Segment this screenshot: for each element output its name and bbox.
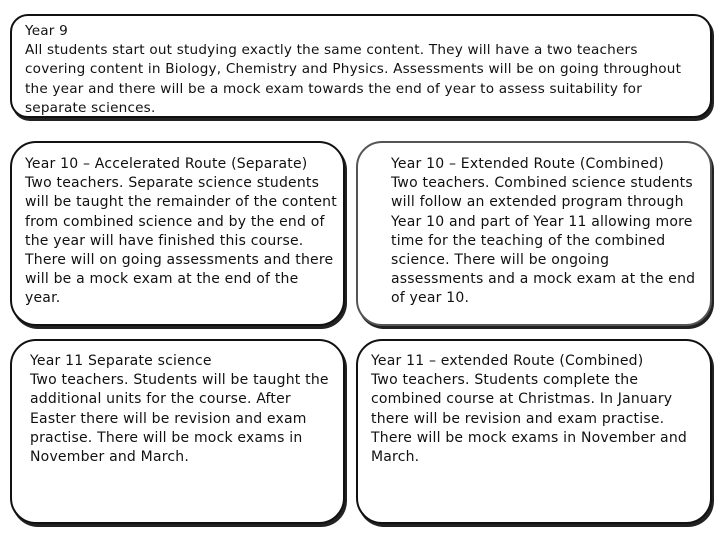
year10-separate-box [10, 141, 345, 326]
year11-separate-box [10, 339, 345, 524]
year10-combined-title: Year 10 – Extended Route (Combined) [391, 156, 664, 172]
year10-combined-description: Two teachers. Combined science students will follow an extended program through Year 10 and part of Year 11 allowing more time for the teaching of the combined science. There will be ongoing assessments and a mock exam at the end of year 10. [391, 175, 696, 307]
year11-separate-description: Two teachers. Students will be taught the additional units for the course. After Easter there will be revision and exam practise. There will be mock exams in November and March. [30, 372, 329, 466]
year9-description: All students start out studying exactly the same content. They will have a two teachers covering content in Biology, Chemistry and Physics. Assessments will be on going throughout the year and there will be a mock exam towards the end of year to assess suitability for separate sciences. [25, 42, 682, 116]
year9-title: Year 9 [25, 23, 68, 39]
year9-box [10, 14, 712, 118]
year10-separate-title: Year 10 – Accelerated Route (Separate) [25, 156, 308, 172]
year10-combined-box [356, 141, 712, 326]
year11-combined-box [356, 339, 712, 524]
year10-separate-description: Two teachers. Separate science students will be taught the remainder of the content from combined science and by the end of the year will have finished this course. There will on going assessments and there will be a mock exam at the end of the year. [25, 175, 337, 307]
year11-combined-description: Two teachers. Students complete the combined course at Christmas. In January there will be revision and exam practise. There will be mock exams in November and March. [371, 372, 687, 466]
year11-combined-title: Year 11 – extended Route (Combined) [371, 353, 644, 369]
year11-separate-title: Year 11 Separate science [30, 353, 212, 369]
